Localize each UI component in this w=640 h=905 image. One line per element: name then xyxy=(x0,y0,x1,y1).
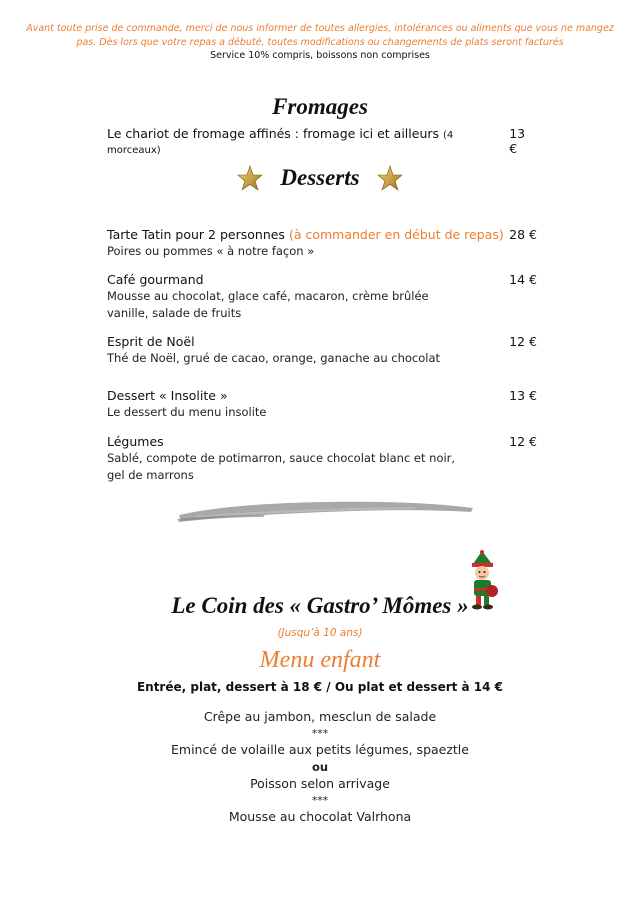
course-separator: *** xyxy=(311,726,329,740)
kids-menu-title: Menu enfant xyxy=(259,647,381,673)
desserts-section-title: Desserts xyxy=(280,165,360,190)
dessert-description: Mousse au chocolat, glace café, macaron, crème brûlée vanille, salade de fruits xyxy=(107,289,429,320)
dessert-price: 13 € xyxy=(509,388,537,403)
service-note: Service 10% compris, boissons non comprises xyxy=(210,50,430,61)
dessert-name: Légumes xyxy=(107,434,164,449)
dessert-item-label xyxy=(107,227,504,242)
cheese-item-note: (4 morceaux) xyxy=(107,130,454,156)
kids-menu-prices: Entrée, plat, dessert à 18 € / Ou plat et dessert à 14 € xyxy=(136,680,504,694)
kids-starter: Crêpe au jambon, mesclun de salade xyxy=(203,709,437,724)
dessert-price: 14 € xyxy=(509,272,537,287)
cheese-item xyxy=(107,126,537,156)
dessert-item xyxy=(107,227,537,260)
dessert-description: Le dessert du menu insolite xyxy=(107,405,267,419)
or-separator: ou xyxy=(311,760,329,774)
dessert-description: Sablé, compote de potimarron, sauce chocolat blanc et noir, gel de marrons xyxy=(107,451,456,482)
course-separator: *** xyxy=(311,793,329,807)
dessert-name: Dessert « Insolite » xyxy=(107,388,228,403)
kids-main-option: Emincé de volaille aux petits légumes, spaeztle xyxy=(171,741,469,757)
kids-dessert: Mousse au chocolat Valrhona xyxy=(228,808,412,824)
desserts-header xyxy=(0,165,640,191)
dessert-description: Thé de Noël, grué de cacao, orange, ganache au chocolat xyxy=(107,351,441,365)
dessert-name: Café gourmand xyxy=(107,272,204,287)
cheese-item-label xyxy=(107,126,509,156)
dessert-item xyxy=(107,272,537,322)
dessert-name: Esprit de Noël xyxy=(107,334,195,349)
cheese-section-title: Fromages xyxy=(272,94,368,119)
kids-section-title: Le Coin des « Gastro’ Mômes » xyxy=(171,593,469,618)
dessert-description: Poires ou pommes « à notre façon » xyxy=(107,244,315,258)
gold-star-icon xyxy=(377,165,403,191)
gold-star-icon xyxy=(237,165,263,191)
dessert-note: (à commander en début de repas) xyxy=(288,227,504,242)
brush-stroke-divider xyxy=(175,495,475,525)
kids-main-option: Poisson selon arrivage xyxy=(250,776,390,791)
dessert-price: 12 € xyxy=(509,334,537,349)
dessert-price: 28 € xyxy=(509,227,537,242)
dessert-item xyxy=(107,388,537,421)
cheese-item-name: Le chariot de fromage affinés : fromage ici et ailleurs xyxy=(107,126,440,141)
dessert-item xyxy=(107,434,537,484)
dessert-name: Tarte Tatin pour 2 personnes xyxy=(107,227,285,242)
dessert-item xyxy=(107,334,537,367)
allergy-notice: Avant toute prise de commande, merci de nous informer de toutes allergies, intolérances ou aliments que vous ne mangez pas. Dès lors que votre repas a débuté, toutes modifications ou changements de plats seront facturés xyxy=(26,23,614,48)
dessert-price: 12 € xyxy=(509,434,537,449)
kids-age-note: (Jusqu’à 10 ans) xyxy=(277,627,363,639)
kids-menu-list xyxy=(0,708,640,826)
cheese-item-price: 13 € xyxy=(509,126,526,156)
